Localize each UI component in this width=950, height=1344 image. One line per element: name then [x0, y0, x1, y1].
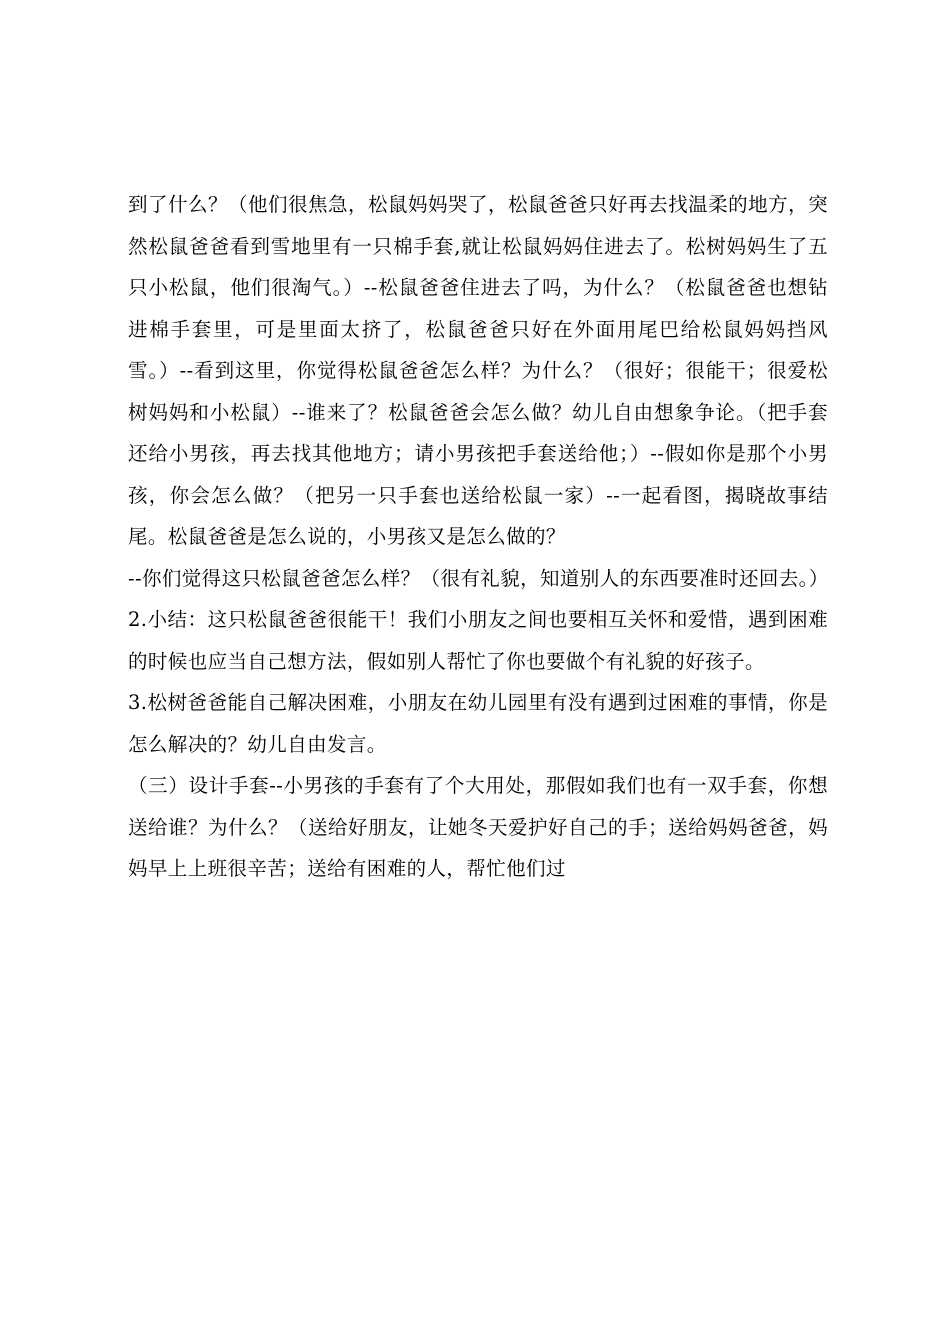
story-paragraph: 到了什么？（他们很焦急，松鼠妈妈哭了，松鼠爸爸只好再去找温柔的地方，突然松鼠爸爸看到雪地里有一只棉手套,就让松鼠妈妈住进去了。松树妈妈生了五只小松鼠，他们很淘气。）--松鼠爸爸住进去了吗，为什么？（松鼠爸爸也想钻进棉手套里，可是里面太挤了，松鼠爸爸只好在外面用尾巴给松鼠妈妈挡风雪。）--看到这里，你觉得松鼠爸爸怎么样？为什么？（很好；很能干；很爱松树妈妈和小松鼠）--谁来了？松鼠爸爸会怎么做？幼儿自由想象争论。（把手套还给小男孩，再去找其他地方；请小男孩把手套送给他；）--假如你是那个小男孩，你会怎么做？（把另一只手套也送给松鼠一家）--一起看图，揭晓故事结尾。松鼠爸爸是怎么说的，小男孩又是怎么做的？	[128, 193, 828, 548]
discussion-paragraph: 3.松树爸爸能自己解决困难，小朋友在幼儿园里有没有遇到过困难的事情，你是怎么解决的？幼儿自由发言。	[128, 691, 828, 756]
design-gloves-paragraph: （三）设计手套--小男孩的手套有了个大用处，那假如我们也有一双手套，你想送给谁？为什么？（送给好朋友，让她冬天爱护好自己的手；送给妈妈爸爸，妈妈早上上班很辛苦；送给有困难的人，帮忙他们过	[128, 774, 828, 880]
summary-paragraph: 2.小结：这只松鼠爸爸很能干！我们小朋友之间也要相互关怀和爱惜，遇到困难的时候也应当自己想方法，假如别人帮忙了你也要做个有礼貌的好孩子。	[128, 608, 828, 673]
document-body	[128, 184, 828, 890]
question-paragraph: --你们觉得这只松鼠爸爸怎么样？（很有礼貌，知道别人的东西要准时还回去。）	[128, 566, 829, 590]
